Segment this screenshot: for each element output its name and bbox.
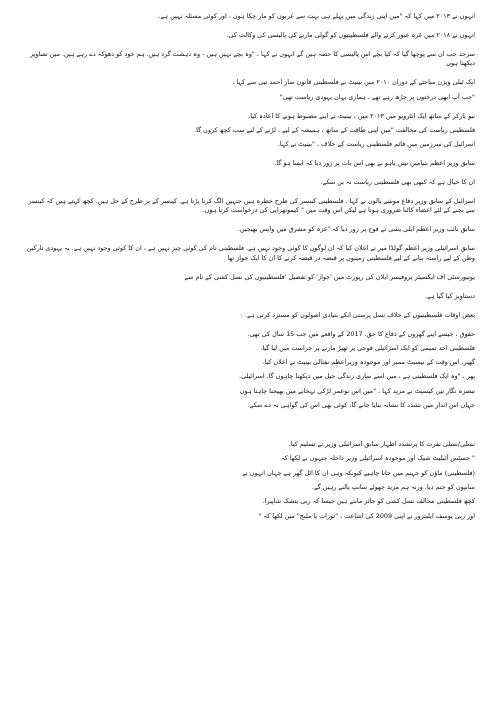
paragraph-13: سابق اسرائیلی وزیر اعظم گولڈا میر نے اعلان کیا کہ ان لوگوں کا کوئی وجود نہیں ہے. فلسطینی نام کی کوئی چیز نہیں ہے ، ان کا کوئی وجود نہیں ہے. یہ یہودی تارکین وطن کے لیے راستہ بنانے کے لیے فلسطینی زمینوں پر قبضہ در قبضہ کرنے کا ان کا ایک جواز تھا bbox=[26, 244, 475, 262]
paragraph-18: فلسطینی احد تمیمی کو ایک اسرائیلی فوجی پر تھپڑ مارنے پر حراست میں لیا گیا. bbox=[260, 343, 475, 352]
paragraph-2: انہوں نے ۲۰۱۸ میں غزہ عبور کرنے والے فلسطینیوں کو گولی مارنے کی پالیسی کی وکالت کی. bbox=[226, 30, 475, 39]
paragraph-8: اسرائیل کی سرزمین میں قائم فلسطینی ریاست کے خلاف ، "بینیٹ نے کہا. bbox=[277, 140, 475, 149]
paragraph-6: نیو یارکر کے ساتھ ایک انٹرویو میں ۲۰۱۳ میں ، بینیٹ نے اپنے مضبوط ہونے کا اعادہ کیا. bbox=[248, 111, 475, 120]
paragraph-16: بعض اوقات فلسطینیوں کے خلاف نسل پرستی انکے بنیادی اصولوں کو مسترد کرتی ہے. ۰ bbox=[239, 310, 475, 319]
paragraph-1: انہوں نے ۲۰۱۳ میں کہا کہ "میں اپنی زندگی میں پہلے ہی بہت سے عربوں کو مار چکا ہوں ، اور کوئی مسئلہ نہیں ہے۔ bbox=[156, 12, 475, 20]
paragraph-21: تبصرہ نگار بین کیسپٹ نے مزید کہا ، "میں اس نوعمر لڑکی تہخانے میں بھیجنا چاہتا ہوں bbox=[239, 386, 475, 395]
paragraph-28: اور ربی یوسف ایلیتزور نے اپنی 2009 کی اشاعت ، "تورات یا ملیج" میں لکھا کہ " bbox=[258, 511, 475, 520]
paragraph-25: (فلسطینی) ماؤں کو جہنم میں جانا چاہیے کیونکہ وہی ان کا اٹل گھر ہے جہاں انہوں نے bbox=[242, 468, 475, 477]
paragraph-24: " جسٹس آئیلیٹ شیک اور موجودہ اسرائیلی وزیر داخلہ جنہوں نے لکھا کہ bbox=[280, 454, 475, 463]
paragraph-22: جہاں اس انداز میں تشدد کا نشانہ بنایا جانے گا، کوئی بھی اس کی گواہی نہ دے سکے. bbox=[247, 401, 475, 410]
paragraph-3: سرحد جب ان سے پوچھا گیا کہ کیا بچے اس پالیسی کا حصہ ہیں گے انہوں نے کہا ، "وہ بچے نہیں ہیں - وہ دہشت گرد ہیں. ہم خود کو دھوکہ دے رہے ہیں. میں تصاویر دیکھتا ہوں bbox=[30, 49, 475, 68]
paragraph-9: سابق وزیر اعظم بنیامین نیتن یاہو نے بھی اس بات پر زور دیا کہ ایسا ہو گا. bbox=[274, 159, 475, 168]
paragraph-26: سانپوں کو جنم دیا. ورنہ ہم مزید چھوٹے سانپ پالنے رہیں گے. bbox=[311, 482, 475, 491]
paragraph-17: حقوق ، جیسے اپنے گھروں کے دفاع کا حق. 2017 کے واقعے میں جب 15 سال کی تھی. bbox=[247, 329, 475, 338]
paragraph-23: نسلی/نسلی نفرت کا پرتشدد اظہار سابق اسرائیلی وزیر نے تسلیم کیا. bbox=[288, 440, 475, 449]
paragraph-7: فلسطینی ریاست کی مخالفت "میں اپنی طاقت کے ساتھ ، ہمیشہ کے لیے ، لڑنے کے لیے سب کچھ کروں گا. bbox=[194, 125, 475, 134]
paragraph-10: ان کا خیال ہے کہ کبھی بھی فلسطینی ریاست نہ بن سکے. bbox=[320, 178, 475, 187]
paragraph-20: پھر ، "وہ ایک فلسطینی ہے ، میں اسے ساری زندگی جیل میں دیکھنا چاہوں گا. اسرائیلی. bbox=[239, 372, 475, 381]
paragraph-5: "جب آپ ابھی درختوں پر چڑھ رہے تھے ، ہماری یہاں یہودی ریاست تھی" bbox=[279, 92, 475, 101]
paragraph-14: یونیورسٹی اف ایکسیٹر پروفیسر ایلان کی رپورٹ میں 'جواز' کو تفصیل 'فلسطینیوں کی نسل کشی کے نام سے bbox=[184, 272, 475, 281]
paragraph-15: دستاویز کیا گیا ہے. bbox=[425, 291, 475, 300]
section-gap bbox=[18, 420, 475, 440]
paragraph-19: گھیر. اس وقت کے نیسیٹ ممبر اور موجودہ وزیراعظم نفتالی بینیٹ نے اعلان کیا. bbox=[262, 358, 475, 367]
paragraph-12: سابق نائب وزیر اعظم ایلی یشی نے فوج پر زور دیا کہ "غزہ کو مشرق میں واپس بھیجیں. bbox=[237, 225, 475, 234]
paragraph-11: اسرائیل کے سابق وزیر دفاع موشے یالون نے کہا ، فلسطینی کینسر کی طرح خطرہ ہیں جنہیں الگ کرنا پڑتا ہے. کینسر کے بر طرح کے حل ہیں. کچھ کہتے ہیں کہ کینسر سے بچنے کے لئے اعضاء کاٹنا ضروری ہوتا ہے لیکن اس وقت میں " کیموتھراپی کی درخواست کرتا ہوں. bbox=[28, 197, 475, 215]
paragraph-27: کچھ فلسطینی مخالف نسل کشی کو جائز مانتے ہیں جیسا کہ ربی یتشک شاپیرا. bbox=[262, 497, 475, 506]
paragraph-4: ایک ٹیلی ویژن مباحثے کے دوران ۲۰۱۰ میں بینیٹ نے فلسطینی قانون ساز احمد تبی سے کہا ، bbox=[232, 78, 475, 87]
